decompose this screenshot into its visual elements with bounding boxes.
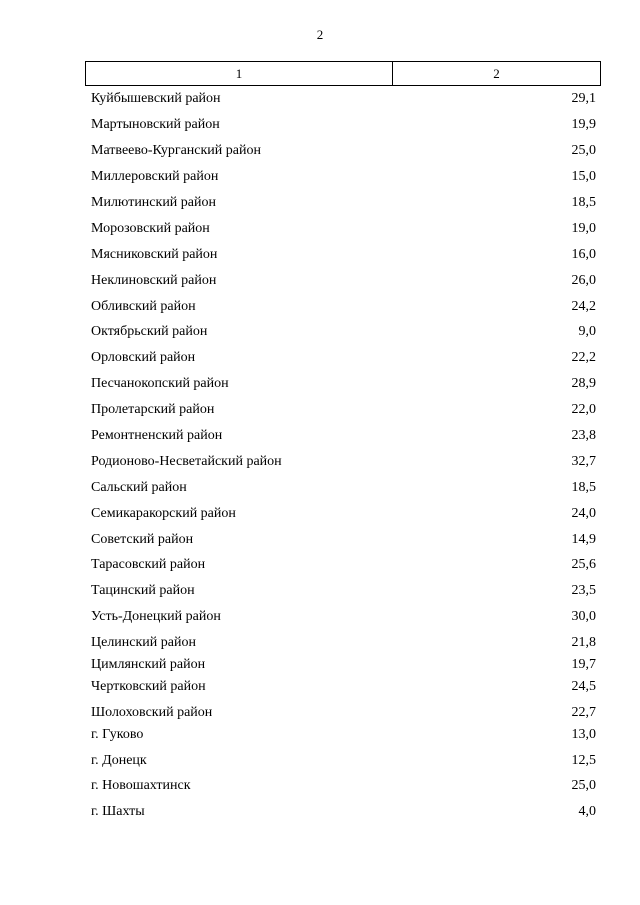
district-name: Мясниковский район	[91, 247, 218, 262]
district-value: 29,1	[571, 91, 596, 106]
district-name: Чертковский район	[91, 679, 206, 694]
district-value: 21,8	[571, 635, 596, 650]
district-name: Целинский район	[91, 635, 196, 650]
table-row	[91, 272, 596, 290]
district-name: Родионово-Несветайский район	[91, 454, 282, 469]
header-cell-column-2: 2	[393, 62, 601, 86]
district-value: 23,8	[571, 428, 596, 443]
district-value: 13,0	[571, 727, 596, 742]
district-value: 19,0	[571, 221, 596, 236]
table-row	[91, 777, 596, 795]
district-value: 28,9	[571, 376, 596, 391]
table-row	[91, 505, 596, 523]
page-number: 2	[316, 27, 324, 42]
district-name: Куйбышевский район	[91, 91, 221, 106]
district-value: 22,7	[571, 705, 596, 720]
table-row	[91, 401, 596, 419]
district-name: Орловский район	[91, 350, 196, 365]
table-row	[91, 220, 596, 238]
district-name: г. Новошахтинск	[91, 778, 191, 793]
district-name: г. Шахты	[91, 804, 145, 819]
table-row	[91, 323, 596, 341]
district-name: Тацинский район	[91, 583, 195, 598]
table-row	[91, 556, 596, 574]
district-value: 22,0	[571, 402, 596, 417]
district-value: 24,5	[571, 679, 596, 694]
table-row	[91, 349, 596, 367]
table-row	[91, 453, 596, 471]
district-name: Обливский район	[91, 299, 196, 314]
table-row	[91, 803, 596, 821]
district-value: 25,0	[571, 143, 596, 158]
district-name: Песчанокопский район	[91, 376, 229, 391]
district-name: Пролетарский район	[91, 402, 215, 417]
district-value: 24,2	[571, 299, 596, 314]
district-value: 16,0	[571, 247, 596, 262]
district-value: 9,0	[578, 324, 596, 339]
district-name: Усть-Донецкий район	[91, 609, 221, 624]
district-value: 22,2	[571, 350, 596, 365]
district-name: Тарасовский район	[91, 557, 206, 572]
table-row	[91, 726, 596, 744]
table-row	[91, 375, 596, 393]
district-value: 15,0	[571, 169, 596, 184]
header-cell-column-1: 1	[86, 62, 393, 86]
table-row	[91, 298, 596, 316]
table-row	[91, 608, 596, 626]
district-value: 25,0	[571, 778, 596, 793]
table-row	[91, 678, 596, 696]
district-name: Миллеровский район	[91, 169, 219, 184]
table-row	[91, 90, 596, 108]
district-name: Цимлянский район	[91, 657, 206, 672]
district-value: 12,5	[571, 753, 596, 768]
district-value: 23,5	[571, 583, 596, 598]
district-value: 14,9	[571, 532, 596, 547]
district-name: Шолоховский район	[91, 705, 213, 720]
table-row	[91, 479, 596, 497]
district-value: 32,7	[571, 454, 596, 469]
district-value: 24,0	[571, 506, 596, 521]
district-value: 19,9	[571, 117, 596, 132]
district-value: 26,0	[571, 273, 596, 288]
table-row	[91, 194, 596, 212]
district-name: Сальский район	[91, 480, 187, 495]
district-name: Мартыновский район	[91, 117, 220, 132]
district-value: 25,6	[571, 557, 596, 572]
district-name: Ремонтненский район	[91, 428, 223, 443]
district-name: Октябрьский район	[91, 324, 208, 339]
district-value: 4,0	[578, 804, 596, 819]
district-name: г. Гуково	[91, 727, 144, 742]
district-value: 18,5	[571, 480, 596, 495]
table-row	[91, 704, 596, 722]
district-name: Советский район	[91, 532, 194, 547]
table-row	[91, 582, 596, 600]
district-name: Семикаракорский район	[91, 506, 236, 521]
table-row	[91, 427, 596, 445]
district-name: г. Донецк	[91, 753, 147, 768]
table-row	[91, 142, 596, 160]
district-name: Матвеево-Курганский район	[91, 143, 261, 158]
table-row	[91, 116, 596, 134]
table-row	[91, 752, 596, 770]
district-value: 19,7	[571, 657, 596, 672]
table-row	[91, 656, 596, 674]
table-row	[91, 168, 596, 186]
table-row	[91, 531, 596, 549]
district-name: Морозовский район	[91, 221, 210, 236]
table-row	[91, 634, 596, 652]
district-value: 18,5	[571, 195, 596, 210]
district-name: Неклиновский район	[91, 273, 217, 288]
district-value: 30,0	[571, 609, 596, 624]
district-name: Милютинский район	[91, 195, 217, 210]
table-row	[91, 246, 596, 264]
